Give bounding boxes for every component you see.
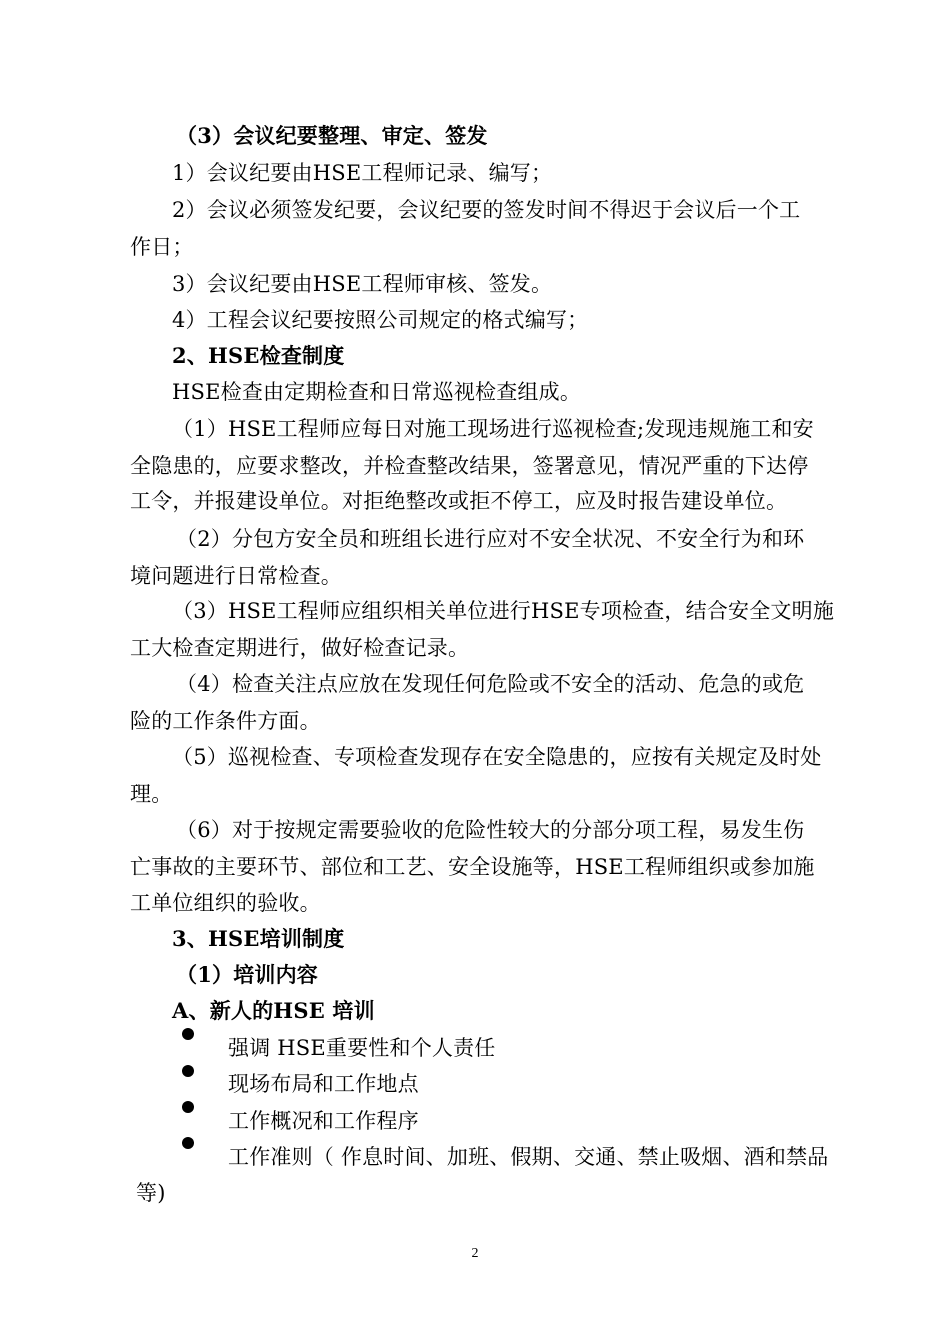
bullet-icon (182, 1028, 194, 1040)
paragraph-line: HSE检查由定期检查和日常巡视检查组成。 (172, 380, 582, 404)
paragraph-line: 3）会议纪要由HSE工程师审核、签发。 (172, 272, 553, 296)
paragraph-line: 工大检查定期进行，做好检查记录。 (130, 636, 470, 660)
bullet-item-continuation: 等) (136, 1181, 166, 1205)
bullet-item: 强调 HSE重要性和个人责任 (228, 1036, 496, 1060)
paragraph-line: （6）对于按规定需要验收的危险性较大的分部分项工程，易发生伤 (176, 818, 805, 842)
subsection-heading-training-content: （1）培训内容 (176, 962, 319, 987)
bullet-icon (182, 1101, 194, 1113)
paragraph-line: 险的工作条件方面。 (130, 709, 321, 733)
subsection-heading-new-staff-training: A、新人的HSE 培训 (172, 998, 375, 1023)
paragraph-line: 理。 (130, 782, 173, 806)
bullet-icon (182, 1137, 194, 1149)
paragraph-line: （2）分包方安全员和班组长进行应对不安全状况、不安全行为和环 (176, 527, 805, 551)
bullet-icon (182, 1065, 194, 1077)
paragraph-line: （1）HSE工程师应每日对施工现场进行巡视检查;发现违规施工和安 (172, 417, 814, 441)
paragraph-line: 全隐患的，应要求整改，并检查整改结果，签署意见，情况严重的下达停 (130, 454, 809, 478)
paragraph-line: 作日； (130, 235, 194, 259)
paragraph-line: （5）巡视检查、专项检查发现存在安全隐患的，应按有关规定及时处 (172, 745, 822, 769)
paragraph-line: 1）会议纪要由HSE工程师记录、编写； (172, 161, 553, 185)
paragraph-line: （3）HSE工程师应组织相关单位进行HSE专项检查，结合安全文明施 (172, 599, 835, 623)
paragraph-line: 境问题进行日常检查。 (130, 564, 342, 588)
bullet-item: 现场布局和工作地点 (228, 1072, 419, 1096)
bullet-item: 工作准则（ 作息时间、加班、假期、交通、禁止吸烟、酒和禁品 (228, 1145, 829, 1169)
section-heading-meeting-minutes: （3）会议纪要整理、审定、签发 (176, 123, 488, 148)
paragraph-line: 工令，并报建设单位。对拒绝整改或拒不停工，应及时报告建设单位。 (130, 489, 788, 513)
paragraph-line: 工单位组织的验收。 (130, 891, 321, 915)
page-number: 2 (471, 1246, 479, 1261)
paragraph-line: 4）工程会议纪要按照公司规定的格式编写； (172, 308, 589, 332)
paragraph-line: 亡事故的主要环节、部位和工艺、安全设施等，HSE工程师组织或参加施 (130, 855, 815, 879)
section-heading-training: 3、HSE培训制度 (172, 926, 345, 951)
paragraph-line: 2）会议必须签发纪要，会议纪要的签发时间不得迟于会议后一个工 (172, 198, 801, 222)
bullet-item: 工作概况和工作程序 (228, 1109, 419, 1133)
section-heading-inspection: 2、HSE检查制度 (172, 343, 345, 368)
paragraph-line: （4）检查关注点应放在发现任何危险或不安全的活动、危急的或危 (176, 672, 805, 696)
